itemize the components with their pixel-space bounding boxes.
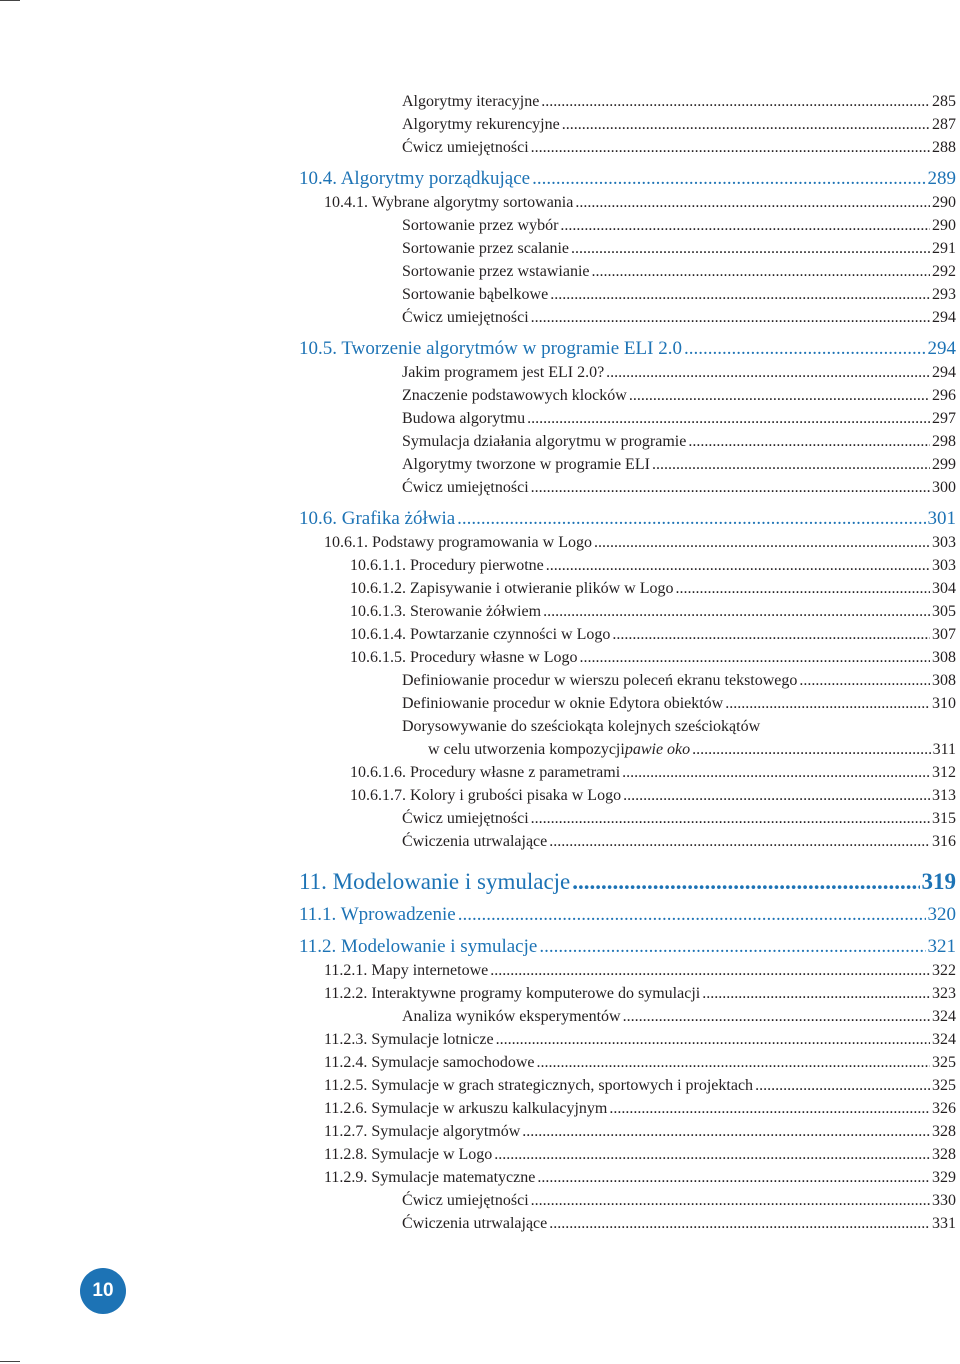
toc-entry xyxy=(402,811,956,827)
toc-entry-page: 296 xyxy=(932,387,956,404)
toc-leader-dots xyxy=(536,1055,930,1071)
toc-entry-page: 310 xyxy=(932,695,956,712)
toc-entry-page: 288 xyxy=(932,139,956,156)
toc-entry xyxy=(324,535,956,551)
toc-entry xyxy=(402,673,956,689)
toc-entry-page: 290 xyxy=(932,217,956,234)
toc-entry-page: 329 xyxy=(932,1169,956,1186)
toc-entry-title: w celu utworzenia kompozycji xyxy=(428,741,625,758)
toc-entry-title: 11.2.7. Symulacje algorytmów xyxy=(324,1123,521,1140)
toc-entry xyxy=(402,94,956,110)
toc-entry-title: 11.2.8. Symulacje w Logo xyxy=(324,1146,493,1163)
toc-entry xyxy=(324,1124,956,1140)
toc-leader-dots xyxy=(496,1032,930,1048)
toc-leader-dots xyxy=(490,963,930,979)
toc-entry-title: 11.2.5. Symulacje w grach strategicznych, sportowych i projektach xyxy=(324,1077,754,1094)
toc-entry-title: Symulacja działania algorytmu w programie xyxy=(402,433,687,450)
toc-entry xyxy=(299,339,956,358)
toc-leader-dots xyxy=(543,604,930,620)
toc-leader-dots xyxy=(560,218,930,234)
toc-entry-page: 316 xyxy=(932,833,956,850)
toc-entry-title: Analiza wyników eksperymentów xyxy=(402,1008,621,1025)
toc-entry xyxy=(350,788,956,804)
toc-entry xyxy=(402,719,956,735)
toc-leader-dots xyxy=(652,457,930,473)
toc-entry-title: Sortowanie przez wybór xyxy=(402,217,559,234)
toc-entry-page: 298 xyxy=(932,433,956,450)
toc-leader-dots xyxy=(676,581,931,597)
toc-leader-dots xyxy=(575,195,930,211)
toc-leader-dots xyxy=(549,1216,930,1232)
toc-leader-dots xyxy=(688,434,930,450)
page-number: 10 xyxy=(92,1280,114,1301)
toc-entry-title: Ćwicz umiejętności xyxy=(402,1192,529,1209)
toc-entry-title: 11.2. Modelowanie i symulacje xyxy=(299,936,538,957)
toc-entry-title: Ćwiczenia utrwalające xyxy=(402,1215,548,1232)
toc-entry-title: Definiowanie procedur w oknie Edytora obiektów xyxy=(402,695,724,712)
toc-entry-page: 328 xyxy=(932,1146,956,1163)
toc-entry-page: 291 xyxy=(932,240,956,257)
toc-entry-page: 323 xyxy=(932,985,956,1002)
toc-entry-page: 311 xyxy=(932,741,956,758)
toc-entry xyxy=(324,1078,956,1094)
toc-entry xyxy=(402,218,956,234)
toc-leader-dots xyxy=(725,696,930,712)
toc-entry-page: 320 xyxy=(927,904,956,925)
toc-leader-dots xyxy=(531,310,930,326)
toc-entry xyxy=(402,696,956,712)
toc-entry-title: 10.6.1.7. Kolory i grubości pisaka w Logo xyxy=(350,787,622,804)
toc-leader-dots xyxy=(562,117,930,133)
toc-entry-title: 11.2.4. Symulacje samochodowe xyxy=(324,1054,535,1071)
toc-entry-page: 319 xyxy=(921,869,956,894)
toc-entry-page: 325 xyxy=(932,1054,956,1071)
toc-entry-title: 10.4.1. Wybrane algorytmy sortowania xyxy=(324,194,574,211)
toc-leader-dots xyxy=(799,673,930,689)
toc-entry-page: 325 xyxy=(932,1077,956,1094)
toc-entry xyxy=(402,140,956,156)
toc-entry-title: 10.5. Tworzenie algorytmów w programie ELI 2.0 xyxy=(299,338,682,359)
toc-leader-dots xyxy=(522,1124,930,1140)
toc-entry-title: 11.1. Wprowadzenie xyxy=(299,904,456,925)
toc-entry-page: 304 xyxy=(932,580,956,597)
toc-entry-title: 10.6.1.5. Procedury własne w Logo xyxy=(350,649,578,666)
toc-leader-dots xyxy=(494,1147,930,1163)
toc-entry-page: 313 xyxy=(932,787,956,804)
toc-entry-page: 324 xyxy=(932,1008,956,1025)
toc-entry xyxy=(350,581,956,597)
toc-entry-title: Jakim programem jest ELI 2.0? xyxy=(402,364,605,381)
toc-entry-page: 321 xyxy=(927,936,956,957)
toc-entry xyxy=(299,937,956,956)
toc-entry xyxy=(324,986,956,1002)
toc-entry xyxy=(324,1170,956,1186)
toc-entry xyxy=(402,287,956,303)
toc-entry-title: 11.2.2. Interaktywne programy komputerowe do symulacji xyxy=(324,985,701,1002)
toc-leader-dots xyxy=(458,905,926,924)
toc-entry-title: Budowa algorytmu xyxy=(402,410,526,427)
toc-entry-page: 300 xyxy=(932,479,956,496)
toc-leader-dots xyxy=(537,1170,930,1186)
toc-entry-title: Algorytmy rekurencyjne xyxy=(402,116,560,133)
toc-entry-page: 294 xyxy=(927,338,956,359)
toc-leader-dots xyxy=(609,1101,930,1117)
toc-leader-dots xyxy=(594,535,930,551)
toc-entry xyxy=(402,388,956,404)
toc-entry xyxy=(324,1055,956,1071)
toc-entry xyxy=(299,905,956,924)
toc-entry-title: 10.6.1.1. Procedury pierwotne xyxy=(350,557,544,574)
toc-leader-dots xyxy=(541,94,930,110)
toc-entry-title: 11. Modelowanie i symulacje xyxy=(299,869,571,894)
page-number-badge xyxy=(80,1268,126,1314)
toc-entry-title: Znaczenie podstawowych klocków xyxy=(402,387,627,404)
toc-leader-dots xyxy=(692,742,930,758)
toc-entry-page: 293 xyxy=(932,286,956,303)
toc-entry-page: 287 xyxy=(932,116,956,133)
toc-entry-title: Ćwiczenia utrwalające xyxy=(402,833,548,850)
toc-entry-page: 303 xyxy=(932,534,956,551)
toc-leader-dots xyxy=(580,650,930,666)
toc-leader-dots xyxy=(531,811,930,827)
toc-entry xyxy=(350,650,956,666)
toc-leader-dots xyxy=(550,287,930,303)
toc-entry-page: 312 xyxy=(932,764,956,781)
toc-leader-dots xyxy=(623,1009,930,1025)
toc-entry xyxy=(402,310,956,326)
toc-entry xyxy=(324,1101,956,1117)
toc-entry-title: 10.6.1.2. Zapisywanie i otwieranie plików w Logo xyxy=(350,580,674,597)
toc-entry-title: 10.6.1.3. Sterowanie żółwiem xyxy=(350,603,542,620)
toc-entry xyxy=(402,1009,956,1025)
toc-entry-page: 324 xyxy=(932,1031,956,1048)
toc-entry-page: 308 xyxy=(932,672,956,689)
toc-entry-title: Algorytmy tworzone w programie ELI xyxy=(402,456,650,473)
toc-entry-page: 331 xyxy=(932,1215,956,1232)
toc-leader-dots xyxy=(539,937,925,956)
toc-entry-title: 10.6. Grafika żółwia xyxy=(299,508,456,529)
toc-entry xyxy=(402,457,956,473)
toc-entry-title: Sortowanie przez scalanie xyxy=(402,240,570,257)
toc-leader-dots xyxy=(606,365,930,381)
toc-leader-dots xyxy=(684,339,926,358)
toc-leader-dots xyxy=(612,627,930,643)
toc-leader-dots xyxy=(623,788,930,804)
toc-entry xyxy=(350,765,956,781)
toc-entry xyxy=(402,241,956,257)
toc-entry xyxy=(428,742,956,758)
toc-entry-title: Definiowanie procedur w wierszu poleceń ekranu tekstowego xyxy=(402,672,798,689)
toc-entry-page: 292 xyxy=(932,263,956,280)
toc-entry xyxy=(402,480,956,496)
toc-entry-title: Sortowanie przez wstawianie xyxy=(402,263,590,280)
toc-entry-title: Algorytmy iteracyjne xyxy=(402,93,540,110)
toc-entry xyxy=(299,509,956,528)
toc-entry-title: 11.2.3. Symulacje lotnicze xyxy=(324,1031,494,1048)
toc-entry-page: 303 xyxy=(932,557,956,574)
toc-entry xyxy=(402,117,956,133)
toc-entry-page: 330 xyxy=(932,1192,956,1209)
toc-entry xyxy=(402,834,956,850)
toc-entry xyxy=(299,169,956,188)
toc-entry-page: 299 xyxy=(932,456,956,473)
toc-entry-page: 308 xyxy=(932,649,956,666)
toc-leader-dots xyxy=(571,241,930,257)
toc-entry-title: Ćwicz umiejętności xyxy=(402,810,529,827)
toc-entry xyxy=(299,870,956,893)
toc-entry xyxy=(350,627,956,643)
toc-entry xyxy=(402,434,956,450)
toc-entry-page: 294 xyxy=(932,364,956,381)
toc-leader-dots xyxy=(629,388,930,404)
toc-leader-dots xyxy=(755,1078,930,1094)
toc-entry xyxy=(324,195,956,211)
toc-entry-page: 294 xyxy=(932,309,956,326)
toc-leader-dots xyxy=(622,765,930,781)
toc-leader-dots xyxy=(702,986,930,1002)
toc-leader-dots xyxy=(591,264,930,280)
toc-leader-dots xyxy=(549,834,930,850)
toc-leader-dots xyxy=(531,480,930,496)
toc-entry-page: 322 xyxy=(932,962,956,979)
toc-entry-page: 307 xyxy=(932,626,956,643)
toc-entry xyxy=(350,604,956,620)
toc-entry-title: Sortowanie bąbelkowe xyxy=(402,286,549,303)
toc-entry xyxy=(402,1193,956,1209)
toc-entry-page: 285 xyxy=(932,93,956,110)
toc-entry xyxy=(324,1032,956,1048)
toc-entry xyxy=(324,1147,956,1163)
toc-entry-title: 10.6.1.6. Procedury własne z parametrami xyxy=(350,764,621,781)
toc-entry-page: 305 xyxy=(932,603,956,620)
toc-leader-dots xyxy=(527,411,930,427)
toc-leader-dots xyxy=(531,1193,930,1209)
toc-entry-page: 328 xyxy=(932,1123,956,1140)
toc-entry-title: 11.2.6. Symulacje w arkuszu kalkulacyjnym xyxy=(324,1100,608,1117)
toc-entry-title: Ćwicz umiejętności xyxy=(402,309,529,326)
toc-leader-dots xyxy=(572,870,919,893)
toc-entry-title: Ćwicz umiejętności xyxy=(402,139,529,156)
toc-entry-page: 290 xyxy=(932,194,956,211)
toc-entry xyxy=(324,963,956,979)
toc-entry-title: Dorysowywanie do sześciokąta kolejnych sześciokątów xyxy=(402,718,761,735)
toc-entry xyxy=(402,264,956,280)
toc-leader-dots xyxy=(546,558,930,574)
toc-entry-title: 11.2.9. Symulacje matematyczne xyxy=(324,1169,536,1186)
toc-entry-page: 297 xyxy=(932,410,956,427)
toc-leader-dots xyxy=(532,169,925,188)
toc-leader-dots xyxy=(457,509,925,528)
toc-entry xyxy=(402,365,956,381)
toc-entry-title: 10.6.1.4. Powtarzanie czynności w Logo xyxy=(350,626,611,643)
toc-entry xyxy=(402,1216,956,1232)
toc-entry-page: 326 xyxy=(932,1100,956,1117)
toc-leader-dots xyxy=(531,140,930,156)
toc-entry-title: 11.2.1. Mapy internetowe xyxy=(324,962,489,979)
toc-entry-page: 315 xyxy=(932,810,956,827)
toc-entry-page: 289 xyxy=(927,168,956,189)
toc-entry xyxy=(350,558,956,574)
toc-entry-page: 301 xyxy=(927,508,956,529)
toc-entry-title: Ćwicz umiejętności xyxy=(402,479,529,496)
toc-entry-title: 10.4. Algorytmy porządkujące xyxy=(299,168,531,189)
toc-entry-title-italic: pawie oko xyxy=(624,741,691,758)
toc-entry xyxy=(402,411,956,427)
toc-entry-title: 10.6.1. Podstawy programowania w Logo xyxy=(324,534,592,551)
